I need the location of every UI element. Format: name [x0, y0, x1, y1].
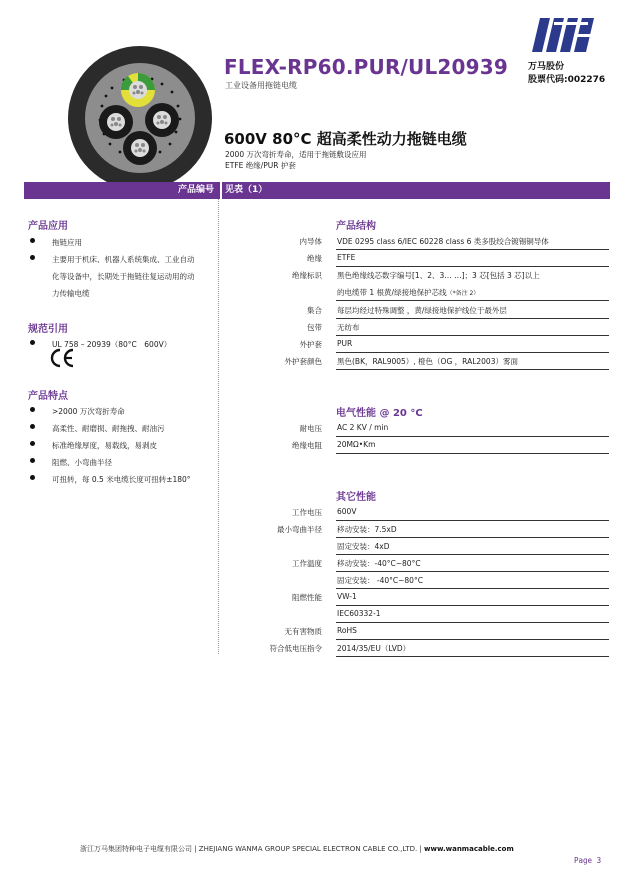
electrical-title: 电气性能 @ 20 °C	[336, 408, 423, 419]
spec-value: IEC60332-1	[336, 606, 609, 623]
spec-label: 外护套颜色	[284, 357, 322, 366]
spec-label: 符合低电压指令	[269, 644, 322, 653]
spec-value: 移动安装：7.5xD	[336, 521, 609, 538]
footer-company-line	[80, 844, 514, 854]
spec-label: 阻燃性能	[292, 593, 322, 602]
spec-value: 600V	[336, 504, 609, 521]
spec-value: 2014/35/EU（LVD）	[336, 640, 609, 657]
spec-label: 工作电压	[292, 508, 322, 517]
spec-value: RoHS	[336, 623, 609, 640]
cable-cross-section-illustration	[66, 44, 214, 192]
spec-value: 20MΩ•Km	[336, 437, 609, 454]
spec-value: AC 2 KV / min	[336, 420, 609, 437]
structure-title: 产品结构	[336, 221, 376, 232]
spec-value: 黑色绝缘线芯数字编号[1、2、3… …]；3 芯[包括 3 芯]以上	[337, 271, 540, 280]
spec-value: 移动安装：-40°C~80°C	[336, 555, 609, 572]
bullet-icon	[30, 424, 35, 429]
spec-label: 集合	[307, 306, 322, 315]
bullet-icon	[30, 255, 35, 260]
bullet-icon	[30, 407, 35, 412]
company-name: 万马股份	[528, 62, 565, 72]
band-separator	[220, 182, 222, 199]
spec-value: 无纺布	[336, 319, 609, 336]
ce-mark-icon	[50, 348, 76, 368]
spec-value: VDE 0295 class 6/IEC 60228 class 6 类多股绞合镀锡铜导体	[336, 233, 609, 250]
product-code-value: 见表（1）	[225, 185, 268, 195]
product-code-label: 产品编号	[177, 185, 214, 195]
product-title: FLEX-RP60.PUR/UL20939	[224, 55, 509, 79]
spec-label: 内导体	[299, 237, 322, 246]
features-title: 产品特点	[28, 391, 68, 402]
spec-note: （*备注 2）	[446, 290, 480, 297]
bullet-icon	[30, 458, 35, 463]
spec-value: 固定安装： -40°C~80°C	[336, 572, 609, 589]
other-title: 其它性能	[336, 492, 376, 503]
spec-label: 耐电压	[299, 424, 322, 433]
bullet-icon	[30, 441, 35, 446]
spec-label: 绝缘	[307, 254, 322, 263]
spec-value-continued: 的电缆带 1 根黄/绿接地保护芯线（*备注 2）	[336, 284, 609, 301]
spec-value: 固定安装：4xD	[336, 538, 609, 555]
standards-title: 规范引用	[28, 324, 68, 335]
application-title: 产品应用	[28, 221, 68, 232]
spec-value: 黑色(BK，RAL9005）, 橙色（OG ，RAL2003）雾面	[336, 353, 609, 370]
stock-code: 股票代码:002276	[528, 75, 606, 85]
footer-website-link[interactable]: www.wanmacable.com	[424, 845, 514, 853]
column-divider	[218, 199, 219, 654]
highlight-line: ETFE 绝缘/PUR 护套	[225, 161, 296, 170]
spec-value: ETFE	[336, 250, 609, 267]
spec-label: 绝缘电阻	[292, 441, 322, 450]
bullet-icon	[30, 475, 35, 480]
main-heading: 600V 80°C 超高柔性动力拖链电缆	[224, 130, 467, 148]
product-code-band	[24, 182, 610, 199]
bullet-icon	[30, 340, 35, 345]
wanma-logo-icon	[528, 16, 598, 54]
spec-label: 绝缘标识	[292, 271, 322, 280]
spec-value: PUR	[336, 336, 609, 353]
product-subtitle: 工业设备用拖链电缆	[225, 81, 297, 90]
spec-value: VW-1	[336, 589, 609, 606]
spec-label: 包带	[307, 323, 322, 332]
footer-company: 浙江万马集团特种电子电缆有限公司 | ZHEJIANG WANMA GROUP SPECIAL ELECTRON CABLE CO.,LTD. |	[80, 845, 425, 853]
spec-label: 外护套	[299, 340, 322, 349]
spec-value: 每层均经过特殊调整 ，黄/绿接地保护线位于最外层	[336, 302, 609, 319]
spec-label: 工作温度	[292, 559, 322, 568]
page-number: Page 3	[574, 856, 602, 865]
spec-label: 无有害物质	[284, 627, 322, 636]
highlight-line: 2000 万次弯折寿命，适用于拖链敷设应用	[225, 150, 367, 159]
spec-label: 最小弯曲半径	[277, 525, 322, 534]
bullet-icon	[30, 238, 35, 243]
